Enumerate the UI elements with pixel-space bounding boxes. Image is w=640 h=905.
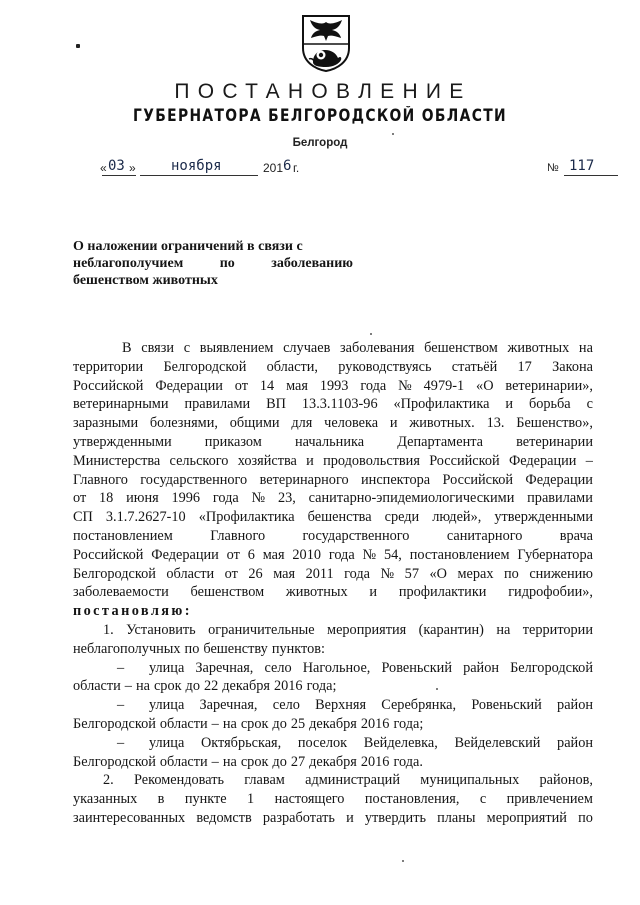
paragraph-1-line: от 18 июня 1996 года № 23, санитарно-эпидемиологическими правилами xyxy=(73,490,593,507)
list-item: – улица Октябрьская, поселок Вейделевка, Вейделевский район xyxy=(73,734,593,753)
document-subject xyxy=(73,238,353,289)
document-body xyxy=(73,339,593,828)
paragraph-1-line: постановлением Главного государственного санитарного врача xyxy=(73,527,593,544)
list-item: – улица Заречная, село Верхняя Серебрянка, Ровеньский район xyxy=(73,696,593,715)
paragraph-1-line: Главного государственного ветеринарного инспектора Российской Федерации xyxy=(73,471,593,488)
date-open-quote: « xyxy=(100,161,107,175)
date-year-prefix: 201 xyxy=(263,161,284,175)
list-item-continuation: Белгородской области – на срок до 27 декабря 2016 года. xyxy=(73,753,423,770)
item-2-line: указанных в пункте 1 настоящего постановления, с привлечением xyxy=(73,791,593,808)
item-1 xyxy=(73,621,593,659)
item-1-list xyxy=(73,659,593,772)
paragraph-1-line: СП 3.1.7.2627-10 «Профилактика бешенства среди людей», утвержденными xyxy=(73,509,593,526)
subject-line-1: О наложении ограничений в связи с xyxy=(73,239,303,254)
issuer-subtitle: ГУБЕРНАТОРА БЕЛГОРОДСКОЙ ОБЛАСТИ xyxy=(133,106,507,125)
list-item-continuation: области – на срок до 22 декабря 2016 года; xyxy=(73,678,337,695)
paragraph-1-line: Белгородской области от 26 мая 2011 года № 57 «О мерах по снижению xyxy=(73,565,593,582)
number-label: № xyxy=(547,162,559,174)
list-dash: – xyxy=(117,659,125,676)
date-day: 03 xyxy=(108,158,125,174)
list-dash: – xyxy=(117,734,125,751)
number-value: 117 xyxy=(569,158,595,174)
list-dash: – xyxy=(117,697,125,714)
item-1-line: неблагополучных по бешенству пунктов: xyxy=(73,640,325,657)
scan-speck xyxy=(402,860,404,862)
paragraph-1-line: Министерства сельского хозяйства и продовольствия Российской Федерации – xyxy=(73,452,593,469)
scan-speck xyxy=(436,688,438,690)
list-item: – улица Заречная, село Нагольное, Ровеньский район Белгородской xyxy=(73,659,593,678)
paragraph-1-line: заразными болезнями, общими для человека и животных. 13. Бешенство», xyxy=(73,415,593,432)
date-close-quote: » xyxy=(129,161,136,175)
document-title: ПОСТАНОВЛЕНИЕ xyxy=(174,80,472,103)
paragraph-1-line: территории Белгородской области, руководствуясь статьёй 17 Закона xyxy=(73,358,593,375)
date-year-suffix: г. xyxy=(293,161,300,175)
item-2-line: 2. Рекомендовать главам администраций муниципальных районов, xyxy=(103,772,593,789)
paragraph-1-line: заболеваемости бешенством животных и профилактики гидрофобии», xyxy=(73,584,593,601)
date-month: ноября xyxy=(171,158,222,174)
paragraph-1-line: Российской Федерации от 6 мая 2010 года № 54, постановлением Губернатора xyxy=(73,546,593,563)
item-2 xyxy=(73,771,593,827)
paragraph-1-line: утвержденными приказом начальника Департамента ветеринарии xyxy=(73,433,593,450)
subject-line-2: неблагополучием по заболеванию xyxy=(73,256,353,271)
subject-line-3: бешенством животных xyxy=(73,273,218,288)
month-underline xyxy=(140,175,258,176)
resolve-line: постановляю: xyxy=(73,603,192,620)
paragraph-1-line: ветеринарными правилами ВП 13.3.1103-96 «Профилактика и борьба с xyxy=(73,396,593,413)
city-name: Белгород xyxy=(292,137,348,149)
number-underline xyxy=(564,175,618,176)
document-number xyxy=(547,157,627,177)
scan-dot xyxy=(76,44,80,48)
scan-speck xyxy=(370,333,372,335)
day-underline xyxy=(102,175,136,176)
date-year-digit: 6 xyxy=(283,158,292,174)
scan-speck xyxy=(392,133,394,135)
coat-of-arms-icon xyxy=(301,14,351,72)
paragraph-1-line: Российской Федерации от 14 мая 1993 года № 4979-1 «О ветеринарии», xyxy=(73,377,593,394)
paragraph-1-line: В связи с выявлением случаев заболевания бешенством животных на xyxy=(122,340,593,356)
list-item-continuation: Белгородской области – на срок до 25 декабря 2016 года; xyxy=(73,715,424,732)
item-2-line: заинтересованных ведомств разработать и утвердить планы мероприятий по xyxy=(73,809,593,826)
item-1-line: 1. Установить ограничительные мероприятия (карантин) на территории xyxy=(103,621,593,638)
paragraph-1 xyxy=(73,339,593,602)
